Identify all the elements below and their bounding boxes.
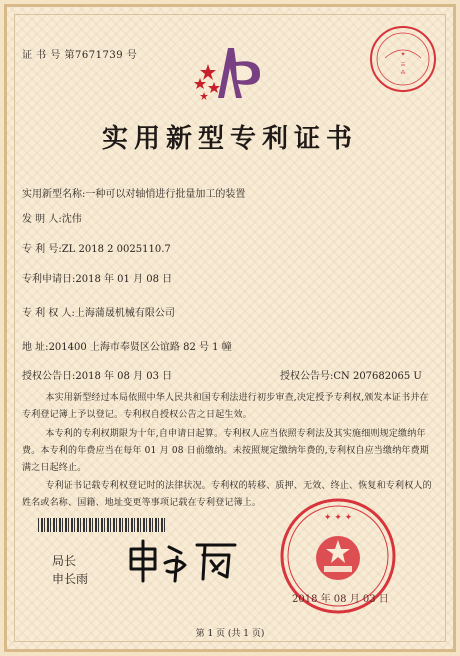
- field-inventor: [22, 210, 82, 225]
- field-label: 授权公告号:: [280, 371, 334, 382]
- director-title: 局长: [52, 554, 77, 568]
- field-value: 一种可以对轴悄进行批量加工的装置: [85, 189, 246, 200]
- field-grant-date: [22, 367, 172, 382]
- field-value: ZL 2018 2 0025110.7: [61, 244, 171, 255]
- field-value: 2018 年 08 月 03 日: [75, 371, 173, 382]
- field-value: 2018 年 01 月 08 日: [75, 274, 173, 285]
- paragraph-term-and-fees: 本专利的专利权期限为十年,自申请日起算。专利权人应当依照专利法及其实施细则规定缴纳年费。本专利的年费应当在每年 01 月 08 日前缴纳。未按照规定缴纳年费的,专利权自应当缴纳年费期满之日起终止。: [22, 429, 430, 473]
- field-label: 专 利 号:: [22, 244, 62, 255]
- field-value: 上海蒲晟机械有限公司: [74, 308, 175, 319]
- svg-text:☷: ☷: [400, 62, 406, 68]
- paragraph-grant-statement: 本实用新型经过本局依照中华人民共和国专利法进行初步审查,决定授予专利权,颁发本证书并在专利登记簿上予以登记。专利权自授权公告之日起生效。: [22, 393, 429, 420]
- field-patent-number: [22, 240, 171, 255]
- svg-text:✦: ✦: [400, 51, 406, 58]
- field-utility-model-name: [22, 185, 245, 200]
- cnipa-logo-icon: [190, 40, 270, 102]
- paragraph-legal-status: 专利证书记载专利权登记时的法律状况。专利权的转移、质押、无效、终止、恢复和专利权人的姓名或名称、国籍、地址变更等事项记载在专利登记簿上。: [22, 481, 432, 508]
- top-corner-seal-icon: [368, 24, 438, 94]
- barcode: [38, 518, 166, 532]
- field-value: 沈伟: [61, 214, 82, 225]
- svg-text:⁂: ⁂: [400, 70, 406, 76]
- field-value: 201400 上海市奉贤区公谊路 82 号 1 幢: [48, 342, 232, 353]
- page-footer: 第 1 页 (共 1 页): [195, 629, 265, 639]
- field-grant-number: [280, 367, 422, 382]
- seal-date: 2018 年 08 月 03 日: [292, 594, 389, 605]
- field-value: CN 207682065 U: [333, 371, 422, 382]
- field-patentee: [22, 304, 175, 319]
- field-address: [22, 338, 232, 353]
- svg-text:✦ ✦ ✦: ✦ ✦ ✦: [323, 513, 353, 523]
- director-name: 申长雨: [52, 572, 89, 586]
- field-label: 实用新型名称:: [22, 189, 86, 200]
- signature-icon: [125, 535, 245, 585]
- field-label: 专 利 权 人:: [22, 308, 75, 319]
- field-application-date: [22, 270, 172, 285]
- field-label: 地 址:: [22, 342, 49, 353]
- certificate-title: 实用新型专利证书: [101, 124, 358, 154]
- certificate-number: 证 书 号 第7671739 号: [22, 50, 138, 61]
- field-label: 授权公告日:: [22, 371, 76, 382]
- field-label: 发 明 人:: [22, 214, 62, 225]
- field-label: 专利申请日:: [22, 274, 76, 285]
